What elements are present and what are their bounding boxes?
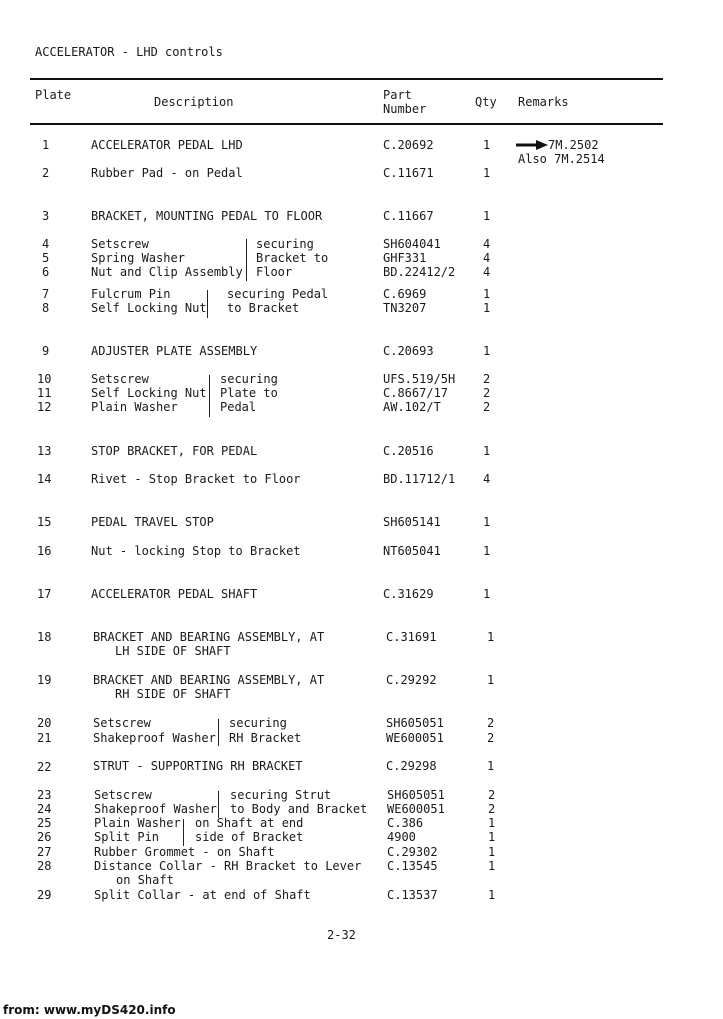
plate-number: 26: [37, 830, 52, 844]
description: STRUT - SUPPORTING RH BRACKET: [93, 759, 303, 773]
description-note: to Body and Bracket: [230, 802, 368, 816]
quantity: 4: [483, 237, 491, 251]
plate-number: 13: [37, 444, 52, 458]
grouping-bracket: [218, 719, 219, 746]
plate-number: 6: [42, 265, 50, 279]
quantity: 1: [488, 830, 496, 844]
part-number: C.29292: [386, 673, 437, 687]
quantity: 1: [483, 444, 491, 458]
page-title: ACCELERATOR - LHD controls: [35, 45, 223, 59]
quantity: 2: [483, 400, 491, 414]
description: Rivet - Stop Bracket to Floor: [91, 472, 301, 486]
description: Plain Washer: [91, 400, 178, 414]
part-number: C.11671: [383, 166, 434, 180]
part-number: BD.11712/1: [383, 472, 456, 486]
quantity: 1: [487, 759, 495, 773]
plate-number: 20: [37, 716, 52, 730]
description: Setscrew: [93, 716, 151, 730]
description-note: securing Pedal: [227, 287, 329, 301]
header-plate: Plate: [35, 88, 72, 102]
plate-number: 15: [37, 515, 52, 529]
description-note: Plate to: [220, 386, 278, 400]
description: Shakeproof Washer: [94, 802, 217, 816]
quantity: 1: [483, 209, 491, 223]
quantity: 1: [483, 515, 491, 529]
part-number: UFS.519/5H: [383, 372, 456, 386]
description: BRACKET AND BEARING ASSEMBLY, AT: [93, 630, 325, 644]
part-number: SH605051: [386, 716, 444, 730]
description-note: Bracket to: [256, 251, 329, 265]
quantity: 1: [488, 845, 496, 859]
quantity: 1: [483, 138, 491, 152]
part-number: SH604041: [383, 237, 441, 251]
quantity: 1: [488, 888, 496, 902]
description-note: securing: [256, 237, 314, 251]
part-number: C.31629: [383, 587, 434, 601]
header-description: Description: [154, 95, 234, 109]
plate-number: 8: [42, 301, 50, 315]
plate-number: 18: [37, 630, 52, 644]
top-rule: [30, 78, 663, 80]
part-number: C.6969: [383, 287, 427, 301]
description-note: Pedal: [220, 400, 257, 414]
quantity: 2: [483, 386, 491, 400]
part-number: C.20693: [383, 344, 434, 358]
plate-number: 29: [37, 888, 52, 902]
plate-number: 23: [37, 788, 52, 802]
quantity: 1: [483, 544, 491, 558]
plate-number: 24: [37, 802, 52, 816]
plate-number: 27: [37, 845, 52, 859]
header-part-line1: Part: [383, 88, 412, 102]
description: Split Collar - at end of Shaft: [94, 888, 311, 902]
plate-number: 22: [37, 760, 52, 774]
description-continued: on Shaft: [116, 873, 174, 887]
part-number: C.29298: [386, 759, 437, 773]
header-qty: Qty: [475, 95, 497, 109]
plate-number: 5: [42, 251, 50, 265]
page-number: 2-32: [327, 928, 356, 942]
description: Self Locking Nut: [91, 386, 207, 400]
quantity: 1: [483, 301, 491, 315]
description: Setscrew: [94, 788, 152, 802]
description: Setscrew: [91, 237, 149, 251]
plate-number: 1: [42, 138, 50, 152]
arrow-right-icon: [516, 140, 548, 150]
part-number: C.20692: [383, 138, 434, 152]
description: Spring Washer: [91, 251, 185, 265]
description: Plain Washer: [94, 816, 181, 830]
description: Nut - locking Stop to Bracket: [91, 544, 301, 558]
quantity: 2: [488, 802, 496, 816]
quantity: 2: [487, 731, 495, 745]
description: ACCELERATOR PEDAL SHAFT: [91, 587, 258, 601]
plate-number: 11: [37, 386, 52, 400]
description: ACCELERATOR PEDAL LHD: [91, 138, 243, 152]
plate-number: 12: [37, 400, 52, 414]
description: ADJUSTER PLATE ASSEMBLY: [91, 344, 258, 358]
part-number: C.29302: [387, 845, 438, 859]
plate-number: 25: [37, 816, 52, 830]
plate-number: 16: [37, 544, 52, 558]
quantity: 1: [483, 587, 491, 601]
part-number: NT605041: [383, 544, 441, 558]
plate-number: 4: [42, 237, 50, 251]
quantity: 1: [487, 630, 495, 644]
description: Rubber Pad - on Pedal: [91, 166, 243, 180]
header-rule: [30, 123, 663, 125]
quantity: 1: [488, 816, 496, 830]
part-number: SH605141: [383, 515, 441, 529]
plate-number: 14: [37, 472, 52, 486]
part-number: BD.22412/2: [383, 265, 456, 279]
description: Nut and Clip Assembly: [91, 265, 243, 279]
quantity: 1: [483, 287, 491, 301]
grouping-bracket: [246, 239, 247, 281]
part-number: 4900: [387, 830, 416, 844]
plate-number: 3: [42, 209, 50, 223]
description: Setscrew: [91, 372, 149, 386]
plate-number: 10: [37, 372, 52, 386]
description: BRACKET AND BEARING ASSEMBLY, AT: [93, 673, 325, 687]
description: STOP BRACKET, FOR PEDAL: [91, 444, 258, 458]
part-number: C.11667: [383, 209, 434, 223]
description: Distance Collar - RH Bracket to Lever: [94, 859, 362, 873]
description: Split Pin: [94, 830, 160, 844]
quantity: 4: [483, 472, 491, 486]
part-number: TN3207: [383, 301, 427, 315]
description-note: Floor: [256, 265, 293, 279]
part-number: C.8667/17: [383, 386, 449, 400]
description: Fulcrum Pin: [91, 287, 171, 301]
grouping-bracket: [209, 375, 210, 417]
quantity: 2: [488, 788, 496, 802]
quantity: 1: [483, 344, 491, 358]
grouping-bracket: [218, 791, 219, 818]
description-note: securing Strut: [230, 788, 332, 802]
description: Self Locking Nut: [91, 301, 207, 315]
description-continued: RH SIDE OF SHAFT: [115, 687, 231, 701]
description-note: RH Bracket: [229, 731, 302, 745]
plate-number: 19: [37, 673, 52, 687]
part-number: WE600051: [386, 731, 444, 745]
part-number: WE600051: [387, 802, 445, 816]
part-number: C.13545: [387, 859, 438, 873]
grouping-bracket: [183, 819, 184, 846]
quantity: 4: [483, 265, 491, 279]
part-number: SH605051: [387, 788, 445, 802]
plate-number: 2: [42, 166, 50, 180]
plate-number: 9: [42, 344, 50, 358]
remark-line2: Also 7M.2514: [518, 152, 605, 166]
plate-number: 7: [42, 287, 50, 301]
part-number: C.386: [387, 816, 424, 830]
part-number: C.13537: [387, 888, 438, 902]
part-number: C.31691: [386, 630, 437, 644]
description-note: side of Bracket: [195, 830, 304, 844]
source-footer[interactable]: from: www.myDS420.info: [3, 1003, 176, 1017]
description: BRACKET, MOUNTING PEDAL TO FLOOR: [91, 209, 323, 223]
header-remarks: Remarks: [518, 95, 569, 109]
quantity: 2: [483, 372, 491, 386]
quantity: 1: [488, 859, 496, 873]
description: Rubber Grommet - on Shaft: [94, 845, 275, 859]
description-note: securing: [220, 372, 278, 386]
header-part-line2: Number: [383, 102, 427, 116]
grouping-bracket: [207, 290, 208, 318]
description: Shakeproof Washer: [93, 731, 216, 745]
quantity: 4: [483, 251, 491, 265]
plate-number: 28: [37, 859, 52, 873]
description: PEDAL TRAVEL STOP: [91, 515, 214, 529]
description-note: to Bracket: [227, 301, 300, 315]
description-continued: LH SIDE OF SHAFT: [115, 644, 231, 658]
part-number: C.20516: [383, 444, 434, 458]
quantity: 2: [487, 716, 495, 730]
description-note: securing: [229, 716, 287, 730]
quantity: 1: [487, 673, 495, 687]
part-number: AW.102/T: [383, 400, 441, 414]
description-note: on Shaft at end: [195, 816, 304, 830]
plate-number: 17: [37, 587, 52, 601]
plate-number: 21: [37, 731, 52, 745]
remark: 7M.2502: [548, 138, 599, 152]
quantity: 1: [483, 166, 491, 180]
part-number: GHF331: [383, 251, 427, 265]
